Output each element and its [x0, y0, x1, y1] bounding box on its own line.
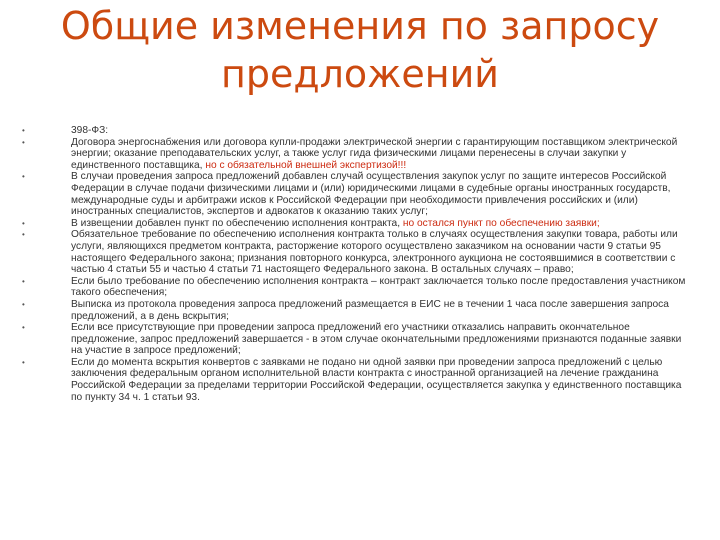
bullet-icon: •: [22, 126, 25, 135]
bullet-icon: •: [22, 172, 25, 182]
bullet-icon: •: [22, 323, 25, 333]
list-item-text: В случаи проведения запроса предложений добавлен случай осуществления закупок услуг по защите интересов Российской Федерации в случае подачи физическими лицами и (или) юридическими лицами в судебные органы иностранных государств, международные суды и арбитражи исков к Российской Федерации при необходимости привлечения российских и (или) иностранных специалистов, экспертов и адвокатов к оказанию таких услуг;: [71, 171, 671, 218]
list-item-text: Если было требование по обеспечению исполнения контракта – контракт заключается только после предоставления участником такого обеспечения;: [71, 275, 686, 299]
list-item: [22, 357, 692, 403]
list-item-highlight: но с обязательной внешней экспертизой!!!: [205, 159, 407, 171]
bullet-icon: •: [22, 230, 25, 240]
list-item-text: Выписка из протокола проведения запроса предложений размещается в ЕИС не в течении 1 часа после завершения запроса предложений, а в день вскрытия;: [71, 298, 669, 322]
list-item: [22, 137, 692, 172]
list-item-text: Обязательное требование по обеспечению исполнения контракта только в случаях осуществления закупки товара, работы или услуги, являющихся предметом контракта, расторжение которого осуществлено заказчиком на основании части 9 статьи 95 настоящего Федерального закона; признания повторного конкурса, электронного аукциона не состоявшимися в соответствии с частью 4 статьи 55 и частью 4 статьи 71 настоящего Федерального закона. В остальных случаях – право;: [71, 229, 678, 276]
list-item: [22, 322, 692, 357]
bullet-list: [22, 125, 692, 403]
list-item-text: Если все присутствующие при проведении запроса предложений его участники отказались направить окончательное предложение, запрос предложений завершается - в этом случае окончательными предложениями признаются поданные заявки на участие в запросе предложений;: [71, 322, 682, 357]
list-item: [22, 229, 692, 275]
list-item: [22, 125, 692, 137]
list-item-text: В извещении добавлен пункт по обеспечению исполнения контракта,: [71, 217, 403, 229]
slide-title-line1: Общие изменения по запросу: [60, 4, 660, 48]
list-item: [22, 299, 692, 322]
slide-title-line2: предложений: [220, 52, 499, 96]
bullet-icon: •: [22, 218, 25, 228]
list-item-highlight: но остался пункт по обеспечению заявки;: [402, 217, 600, 229]
list-item: [22, 276, 692, 299]
bullet-icon: •: [22, 357, 25, 367]
list-item: [22, 171, 692, 217]
bullet-icon: •: [22, 137, 25, 147]
slide-title: [40, 2, 680, 98]
list-item-text: 398-ФЗ:: [71, 125, 109, 136]
list-item: [22, 218, 692, 230]
list-item-text: Если до момента вскрытия конвертов с заявками не подано ни одной заявки при проведении запроса предложений с целью заключения федеральным органом исполнительной власти контракта с иностранной организацией на лечение гражданина Российской Федерации за пределами территории Российской Федерации, осуществляется закупка у единственного поставщика по пункту 34 ч. 1 статьи 93.: [71, 356, 682, 403]
list-item-text: Договора энергоснабжения или договора купли-продажи электрической энергии с гарантирующим поставщиком электрической энергии; оказание преподавательских услуг, а также услуг гида физическими лицами перенесены в случаи закупки у единственного поставщика,: [71, 136, 678, 171]
bullet-icon: •: [22, 299, 25, 309]
bullet-icon: •: [22, 276, 25, 286]
